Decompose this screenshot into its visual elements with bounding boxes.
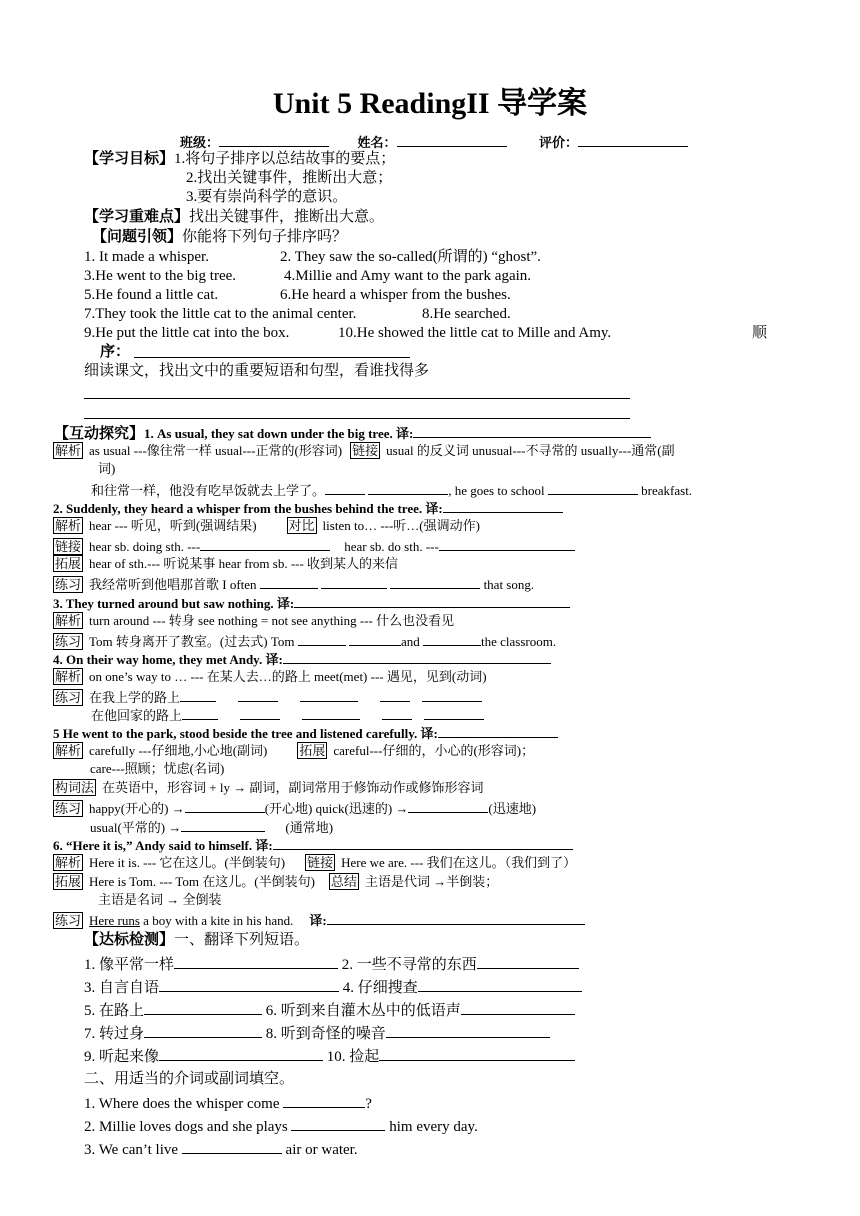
sentence-9: 9.He put the little cat into the box. — [84, 325, 290, 341]
q2-exercise: 练习 我经常听到他唱那首歌 I often that song. — [53, 574, 534, 593]
explore-q3: 3. They turned around but saw nothing. 译: — [53, 593, 570, 612]
sentence-7: 7.They took the little cat to the animal center. — [84, 306, 357, 322]
q6-exercise: 练习 Here runs a boy with a kite in his hand. 译: — [53, 910, 585, 929]
check-row-2: 3. 自言自语 4. 仔细搜查 — [84, 977, 582, 998]
phrase-answer-line-1[interactable] — [84, 398, 630, 399]
link-tag: 链接 — [352, 443, 379, 458]
name-label: 姓名： — [357, 135, 397, 150]
sentence-row-4 — [84, 305, 511, 324]
sentence-3: 3.He went to the big tree. — [84, 268, 237, 284]
read-instruction: 细读课文，找出文中的重要短语和句型，看谁找得多 — [84, 363, 430, 379]
q1-analysis-cont: 词) — [98, 461, 116, 476]
explore-q1: 【互动探究】1. As usual, they sat down under the big tree. 译: — [54, 423, 651, 444]
key-text: 找出关键事件，推断出大意。 — [189, 209, 385, 225]
sentence-5: 5.He found a little cat. — [84, 287, 219, 303]
guide-heading: 【问题引领】 — [92, 229, 183, 245]
name-blank[interactable] — [397, 132, 507, 147]
sentence-10: 10.He showed the little cat to Mille and Amy. — [338, 325, 612, 341]
sentence-row-3 — [84, 286, 511, 305]
guide-text: 你能将下列句子排序吗？ — [182, 229, 348, 245]
sentence-row-1 — [84, 248, 541, 267]
info-row — [180, 132, 688, 151]
sentence-4: 4.Millie and Amy want to the park again. — [284, 268, 532, 284]
check-row-5: 9. 听起来像 10. 捡起 — [84, 1046, 575, 1067]
q4-exercise-2: 在他回家的路上 — [91, 705, 484, 724]
q5-word-formation: 构词法 在英语中，形容词 + ly → 副词，副词常用于修饰动作或修饰形容词 — [55, 780, 484, 795]
q5-analysis-cont: care---照顾；忧虑(名词) — [90, 761, 225, 776]
q2-translate-blank[interactable] — [443, 498, 563, 513]
q3-translate-blank[interactable] — [294, 593, 570, 608]
q5-analysis: 解析 carefully ---仔细地,小心地(副词) 拓展 careful---仔细的，小心的(形容词)； — [55, 743, 535, 758]
q3-analysis: 解析 turn around --- 转身 see nothing = not see anything --- 什么也没看见 — [55, 613, 455, 628]
check-row-3: 5. 在路上 6. 听到来自灌木丛中的低语声 — [84, 1000, 575, 1021]
explore-q4: 4. On their way home, they met Andy. 译: — [53, 649, 551, 668]
explore-q6: 6. “Here it is,” Andy said to himself. 译: — [53, 835, 573, 854]
q5-exercise-1: 练习 happy(开心的) → (开心地) quick(迅速的) → (迅速地) — [53, 798, 536, 817]
sentence-8: 8.He searched. — [422, 306, 511, 322]
goal-2: 2.找出关键事件，推断出大意； — [186, 170, 393, 186]
q6-translate-blank[interactable] — [273, 835, 573, 850]
fill-1: 1. Where does the whisper come ? — [84, 1093, 372, 1114]
sentence-row-2 — [84, 267, 531, 286]
q4-exercise-1: 练习 在我上学的路上 — [53, 687, 482, 706]
phrase-answer-line-2[interactable] — [84, 418, 630, 419]
order-answer-line[interactable] — [134, 357, 410, 358]
part2-heading: 二、用适当的介词或副词填空。 — [84, 1071, 295, 1087]
class-label: 班级： — [180, 135, 220, 150]
key-heading: 【学习重难点】 — [84, 209, 190, 225]
eval-label: 评价： — [539, 135, 579, 150]
order-label-b: 序： — [100, 344, 131, 360]
q6-extend-cont: 主语是名词 → 全倒装 — [98, 892, 222, 907]
explore-heading: 【互动探究】 — [54, 426, 145, 442]
check-row-4: 7. 转过身 8. 听到奇怪的噪音 — [84, 1023, 550, 1044]
fill-3: 3. We can’t live air or water. — [84, 1139, 358, 1160]
q1-exercise: 和往常一样，他没有吃早饭就去上学了。 , he goes to school breakfast. — [91, 480, 692, 499]
check-row-1: 1. 像平常一样 2. 一些不寻常的东西 — [84, 954, 579, 975]
q1-translate-blank[interactable] — [413, 423, 651, 438]
explore-q2: 2. Suddenly, they heard a whisper from the bushes behind the tree. 译: — [53, 498, 563, 517]
explore-q5: 5 He went to the park, stood beside the tree and listened carefully. 译: — [53, 723, 558, 742]
sentence-2: 2. They saw the so-called(所谓的) “ghost”. — [280, 249, 541, 265]
q2-link: 链接 hear sb. doing sth. --- hear sb. do sth. --- — [53, 536, 575, 555]
q2-analysis: 解析 hear --- 听见，听到(强调结果) 对比 listen to… ---听…(强调动作) — [55, 518, 480, 533]
check-heading: 【达标检测】 — [84, 932, 175, 948]
key-points — [84, 208, 384, 227]
analysis-tag: 解析 — [55, 443, 82, 458]
goal-3: 3.要有崇尚科学的意识。 — [186, 189, 348, 205]
guide-line — [92, 228, 347, 247]
sentence-row-5 — [84, 324, 611, 343]
q4-analysis: 解析 on one’s way to … --- 在某人去…的路上 meet(met) --- 遇见，见到(动词) — [55, 669, 487, 684]
page-title: Unit 5 ReadingII 导学案 — [272, 87, 588, 120]
q4-translate-blank[interactable] — [283, 649, 551, 664]
q6-extend: 拓展 Here is Tom. --- Tom 在这儿。(半倒装句) 总结 主语是代词 →半倒装； — [55, 874, 499, 889]
q2-extend: 拓展 hear of sth.--- 听说某事 hear from sb. --- 收到某人的来信 — [55, 556, 399, 571]
goals-heading: 【学习目标】 — [84, 151, 175, 167]
goals-line-1 — [84, 150, 395, 169]
q5-translate-blank[interactable] — [438, 723, 558, 738]
sentence-1: 1. It made a whisper. — [84, 249, 209, 265]
order-label-a: 顺 — [752, 325, 768, 341]
check-heading-line: 【达标检测】一、翻译下列短语。 — [84, 932, 310, 948]
sentence-6: 6.He heard a whisper from the bushes. — [280, 287, 511, 303]
fill-2: 2. Millie loves dogs and she plays him every day. — [84, 1116, 478, 1137]
q1-analysis: 解析 as usual ---像往常一样 usual---正常的(形容词) 链接 usual 的反义词 unusual---不寻常的 usually---通常(副 — [55, 443, 675, 458]
q3-exercise: 练习 Tom 转身离开了教室。(过去式) Tom and the classroom. — [53, 631, 556, 650]
goal-1: 1.将句子排序以总结故事的要点； — [174, 151, 396, 167]
q6-analysis: 解析 Here it is. --- 它在这儿。(半倒装句) 链接 Here we are. --- 我们在这儿。（我们到了） — [55, 855, 577, 870]
q5-exercise-2: usual(平常的) → (通常地) — [90, 817, 333, 836]
eval-blank[interactable] — [578, 132, 688, 147]
class-blank[interactable] — [219, 132, 329, 147]
